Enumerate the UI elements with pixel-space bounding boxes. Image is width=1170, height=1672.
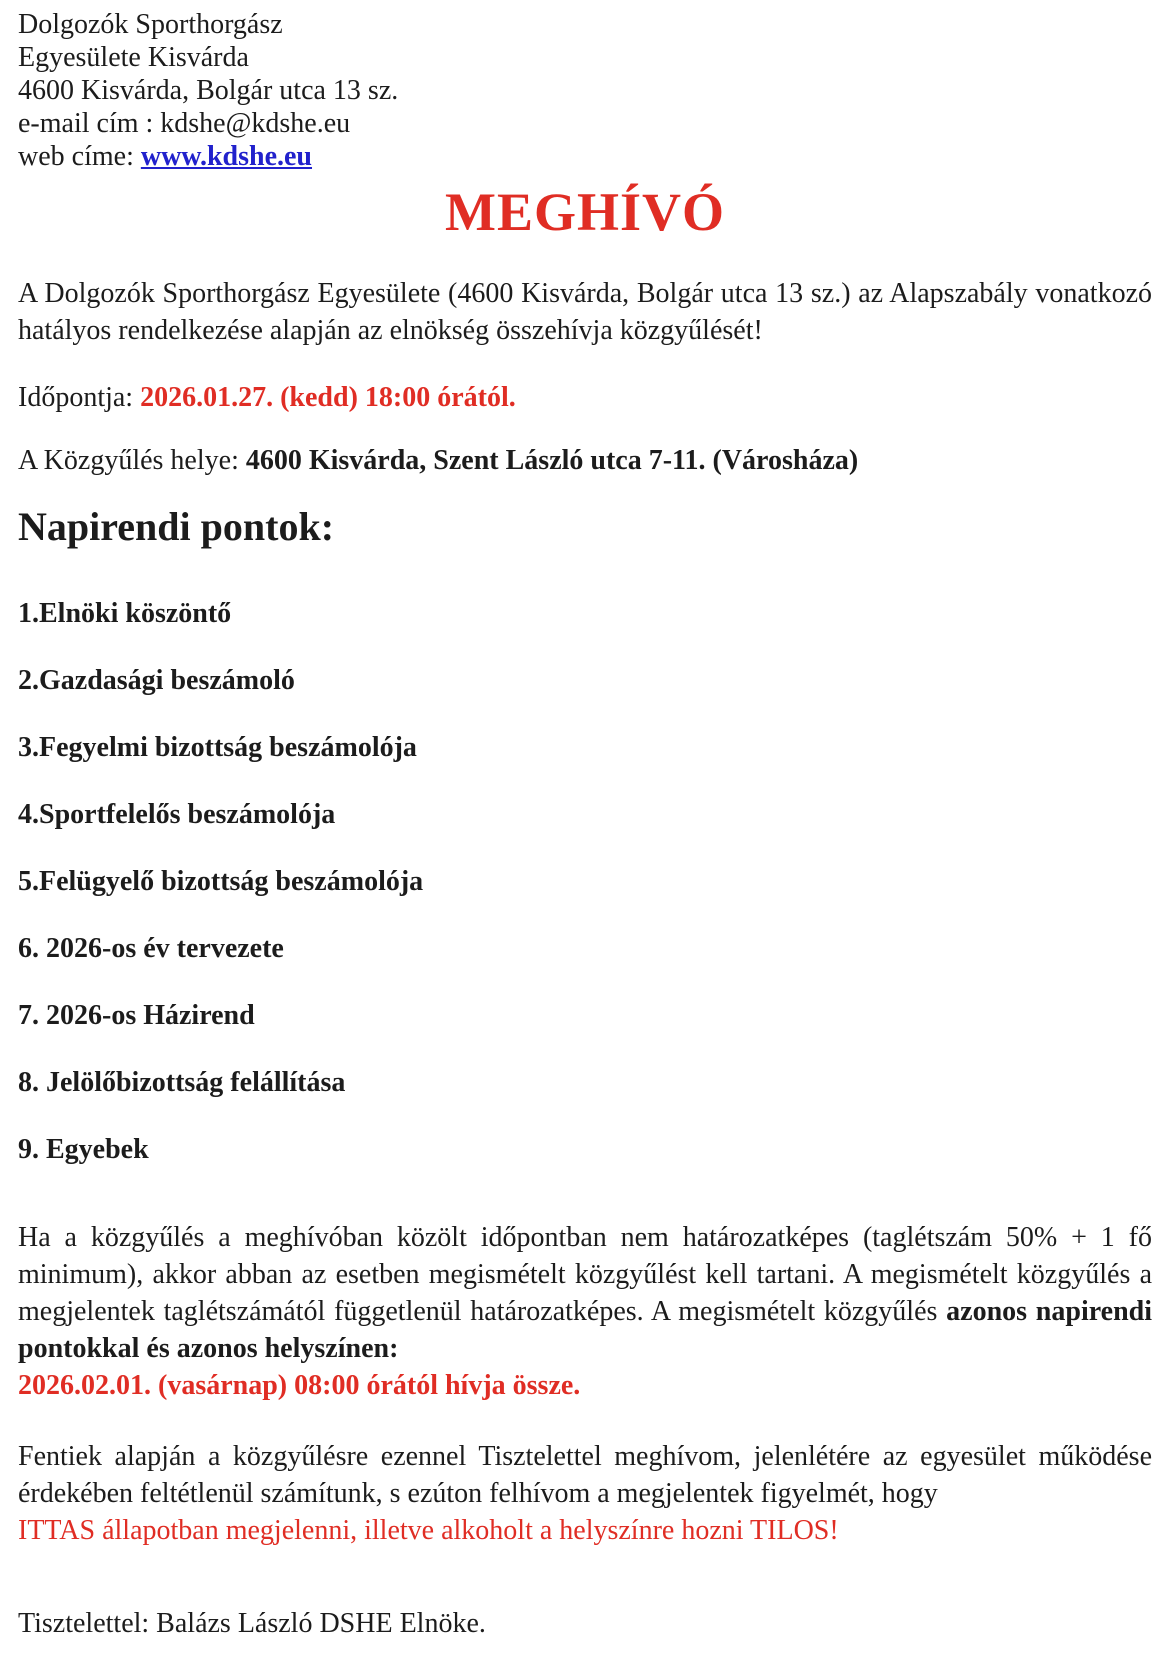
- datetime-line: [18, 379, 1152, 416]
- org-name-line2: Egyesülete Kisvárda: [18, 42, 249, 73]
- agenda-item-9: 9. Egyebek: [18, 1134, 149, 1165]
- agenda-item-3: 3.Fegyelmi bizottság beszámolója: [18, 732, 417, 763]
- final-body: Fentiek alapján a közgyűlésre ezennel Tisztelettel meghívom, jelenlétére az egyesület működése érdekében feltétlenül számítunk, s ezúton felhívom a megjelentek figyelmét, hogy: [18, 1441, 1152, 1509]
- signature-line: Tisztelettel: Balázs László DSHE Elnöke.: [18, 1608, 486, 1639]
- repeat-datetime: 2026.02.01. (vasárnap) 08:00 órától hívja össze.: [18, 1370, 581, 1401]
- alcohol-warning: ITTAS állapotban megjelenni, illetve alkoholt a helyszínre hozni TILOS!: [18, 1515, 839, 1546]
- datetime-value: 2026.01.27. (kedd) 18:00 órától.: [140, 382, 516, 413]
- agenda-heading: Napirendi pontok:: [18, 504, 335, 549]
- document-title: MEGHÍVÓ: [444, 182, 725, 242]
- quorum-paragraph: [18, 1219, 1152, 1404]
- quorum-bold-tail: azonos napirendi pontokkal és azonos helyszínen:: [18, 1296, 1152, 1364]
- agenda-item-2: 2.Gazdasági beszámoló: [18, 665, 295, 696]
- org-email: e-mail cím : kdshe@kdshe.eu: [18, 108, 351, 139]
- agenda-item-4: 4.Sportfelelős beszámolója: [18, 799, 336, 830]
- venue-label: A Közgyűlés helye:: [18, 445, 246, 476]
- venue-line: [18, 442, 1152, 479]
- web-label: web címe:: [18, 141, 141, 172]
- org-name-line1: Dolgozók Sporthorgász: [18, 9, 283, 40]
- final-paragraph: [18, 1438, 1152, 1549]
- agenda-list: [18, 597, 1152, 1167]
- org-web-line: [18, 140, 1152, 173]
- quorum-body: Ha a közgyűlés a meghívóban közölt időpontban nem határozatképes (taglétszám 50% + 1 fő minimum), akkor abban az esetben megismételt közgyűlést kell tartani. A megismételt közgyűlés a megjelentek taglétszámától függetlenül határozatképes. A megismételt közgyűlés: [18, 1222, 1152, 1327]
- agenda-item-1: 1.Elnöki köszöntő: [18, 598, 232, 629]
- venue-value: 4600 Kisvárda, Szent László utca 7-11. (Városháza): [245, 445, 859, 476]
- intro-paragraph: A Dolgozók Sporthorgász Egyesülete (4600 Kisvárda, Bolgár utca 13 sz.) az Alapszabály vonatkozó hatályos rendelkezése alapján az elnökség összehívja közgyűlését!: [18, 278, 1152, 346]
- website-link[interactable]: www.kdshe.eu: [140, 141, 313, 172]
- agenda-item-5: 5.Felügyelő bizottság beszámolója: [18, 866, 424, 897]
- agenda-item-6: 6. 2026-os év tervezete: [18, 933, 284, 964]
- letterhead: [18, 8, 1152, 173]
- agenda-item-8: 8. Jelölőbizottság felállítása: [18, 1067, 346, 1098]
- org-address: 4600 Kisvárda, Bolgár utca 13 sz.: [18, 75, 399, 106]
- agenda-item-7: 7. 2026-os Házirend: [18, 1000, 255, 1031]
- datetime-label: Időpontja:: [18, 382, 141, 413]
